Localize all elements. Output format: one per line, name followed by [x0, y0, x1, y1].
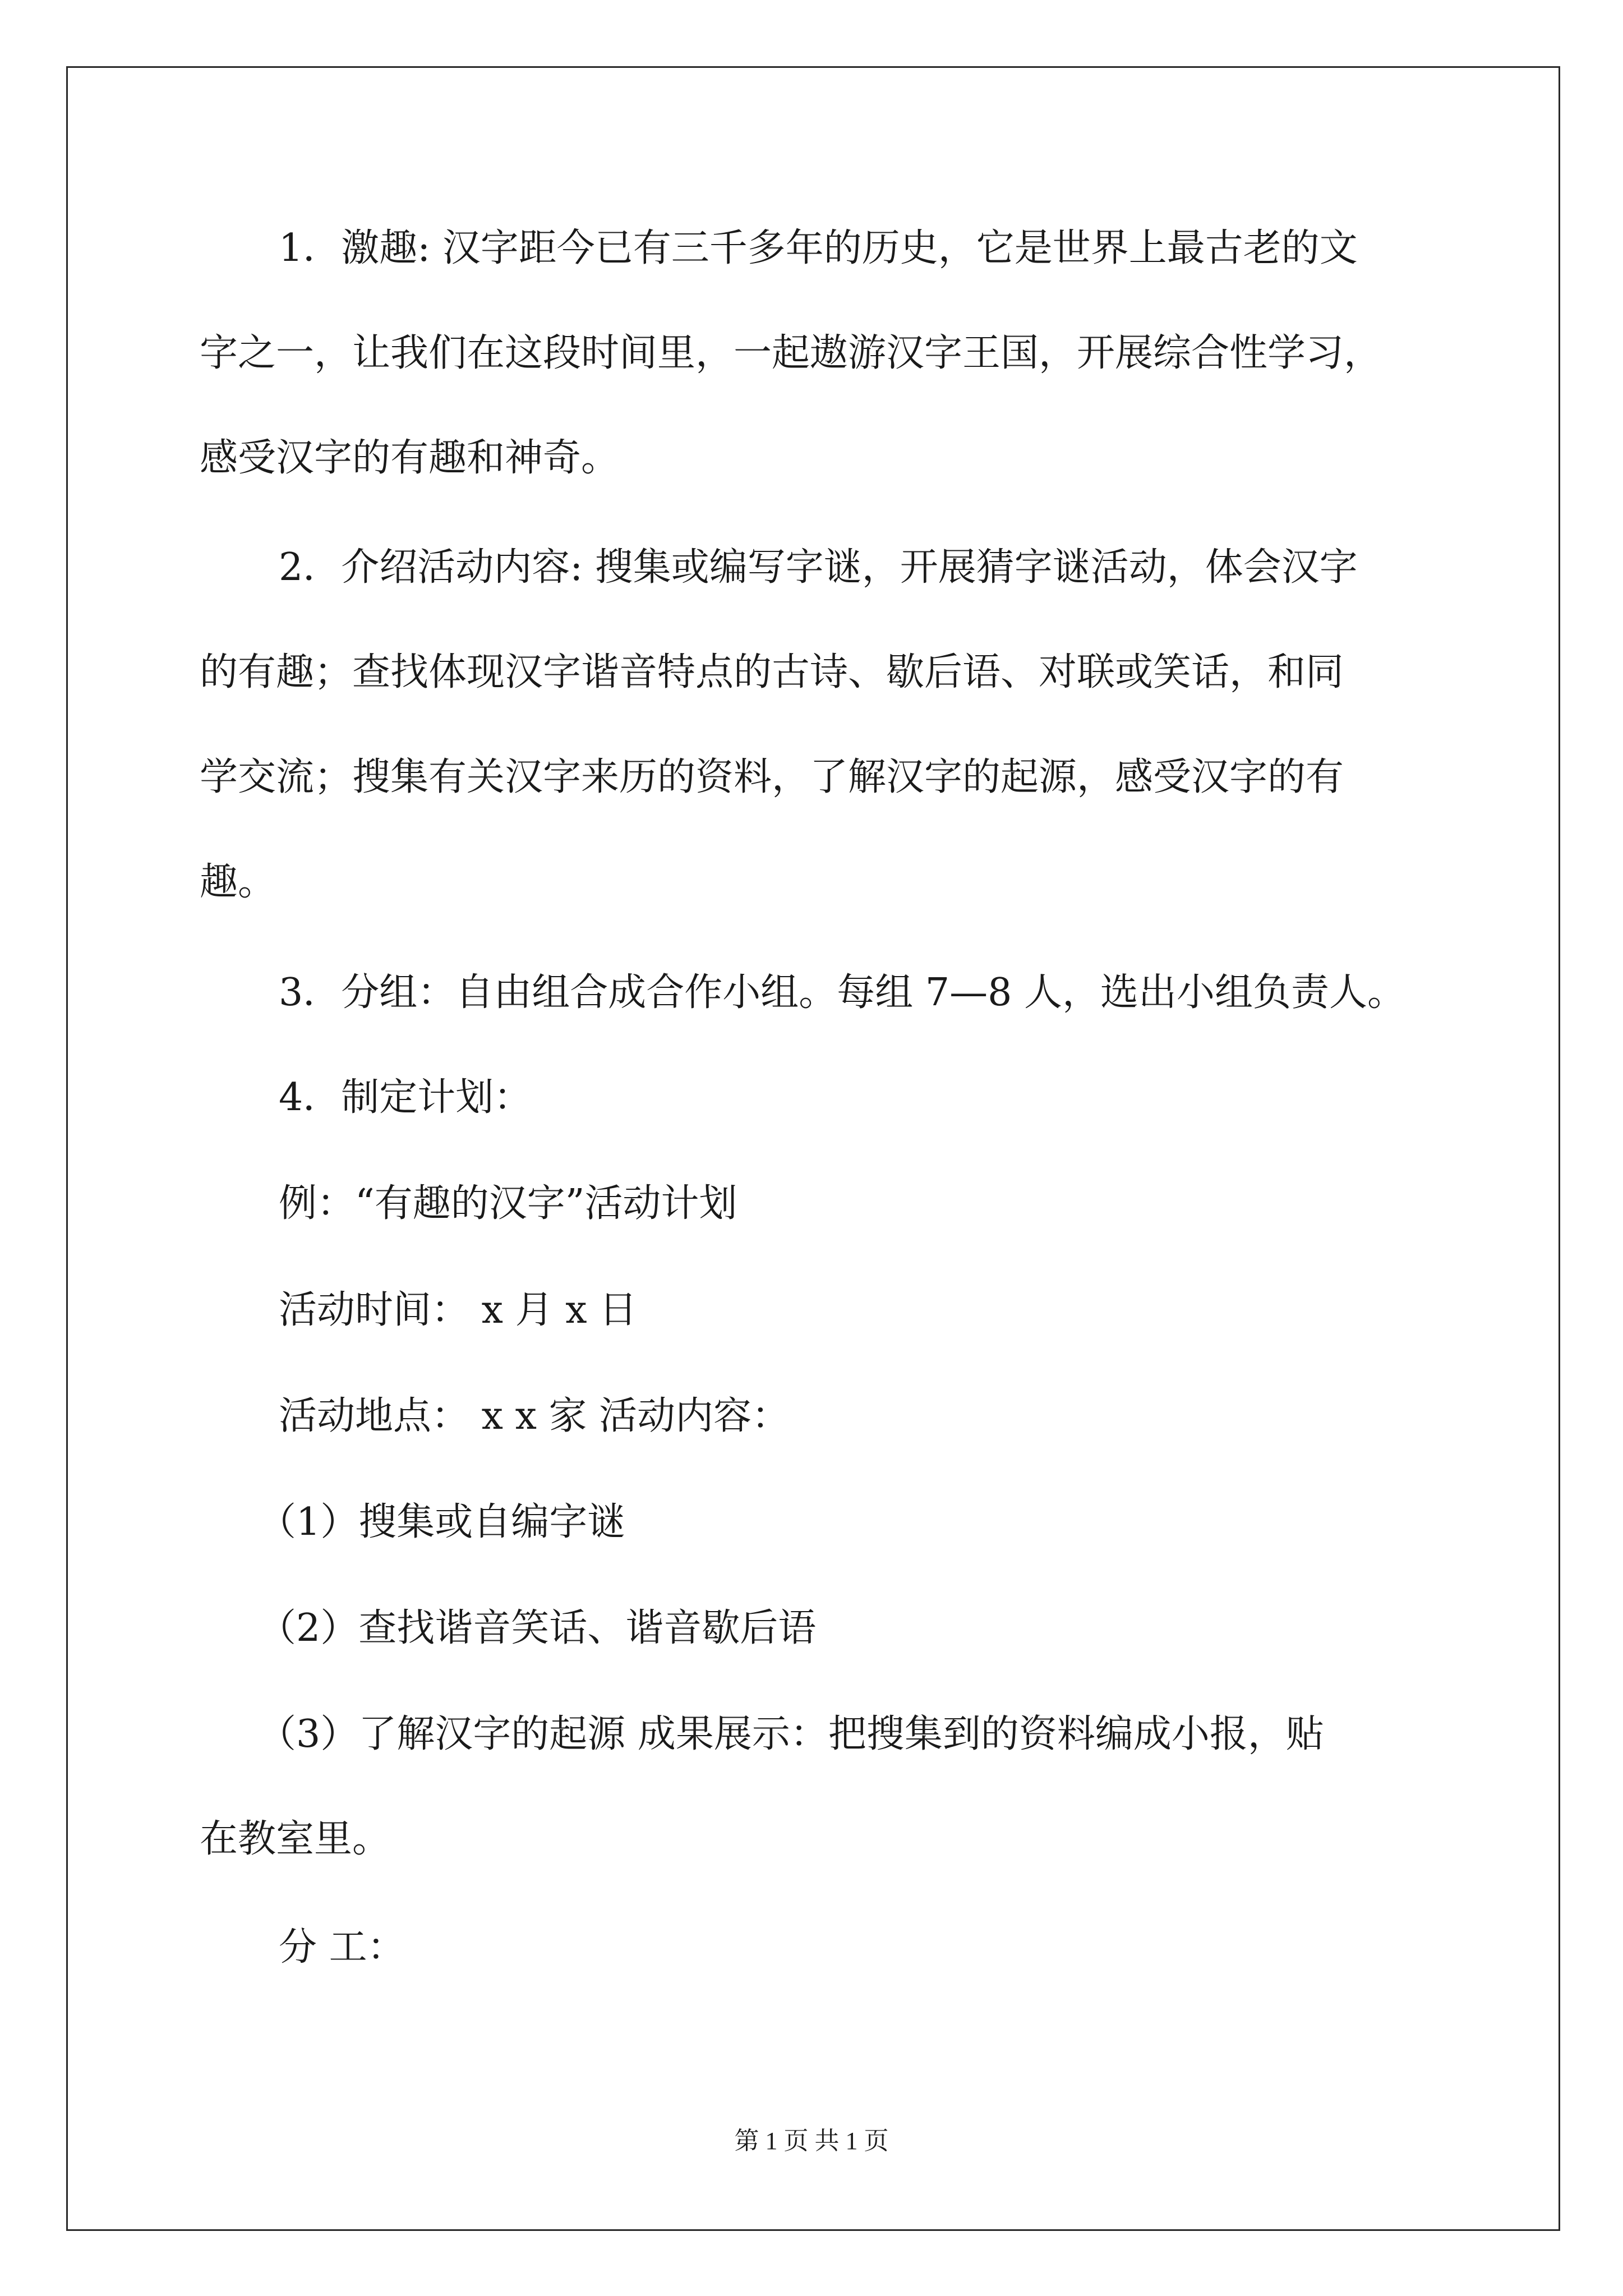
page-border: [66, 66, 1560, 2231]
paragraph-2-line-2: 的有趣；查找体现汉字谐音特点的古诗、歇后语、对联或笑话，和同: [200, 650, 1344, 694]
page-footer: 第 1 页 共 1 页: [734, 2127, 889, 2155]
plan-time: 活动时间： x 月 x 日: [279, 1288, 638, 1332]
plan-division: 分 工：: [279, 1925, 405, 1970]
plan-item-1: （1）搜集或自编字谜: [258, 1500, 626, 1544]
plan-item-3: （3）了解汉字的起源 成果展示：把搜集到的资料编成小报，贴: [258, 1712, 1324, 1756]
paragraph-3: 3．分组：自由组合成合作小组。每组 7—8 人，选出小组负责人。: [279, 970, 1406, 1015]
paragraph-4: 4．制定计划：: [279, 1075, 532, 1120]
paragraph-2-line-3: 学交流；搜集有关汉字来历的资料，了解汉字的起源，感受汉字的有: [200, 755, 1344, 799]
paragraph-2-line-4: 趣。: [200, 860, 276, 904]
plan-location: 活动地点： x x 家 活动内容：: [279, 1394, 790, 1438]
paragraph-1-line-1: 1．激趣: 汉字距今已有三千多年的历史，它是世界上最古老的文: [279, 226, 1358, 270]
plan-example-title: 例：“有趣的汉字”活动计划: [279, 1181, 737, 1226]
paragraph-2-line-1: 2．介绍活动内容: 搜集或编写字谜，开展猜字谜活动，体会汉字: [279, 545, 1358, 590]
paragraph-1-line-2: 字之一，让我们在这段时间里，一起遨游汉字王国，开展综合性学习，: [200, 331, 1382, 375]
paragraph-1-line-3: 感受汉字的有趣和神奇。: [200, 436, 620, 480]
plan-item-3-cont: 在教室里。: [200, 1817, 391, 1861]
plan-item-2: （2）查找谐音笑话、谐音歇后语: [258, 1606, 817, 1650]
